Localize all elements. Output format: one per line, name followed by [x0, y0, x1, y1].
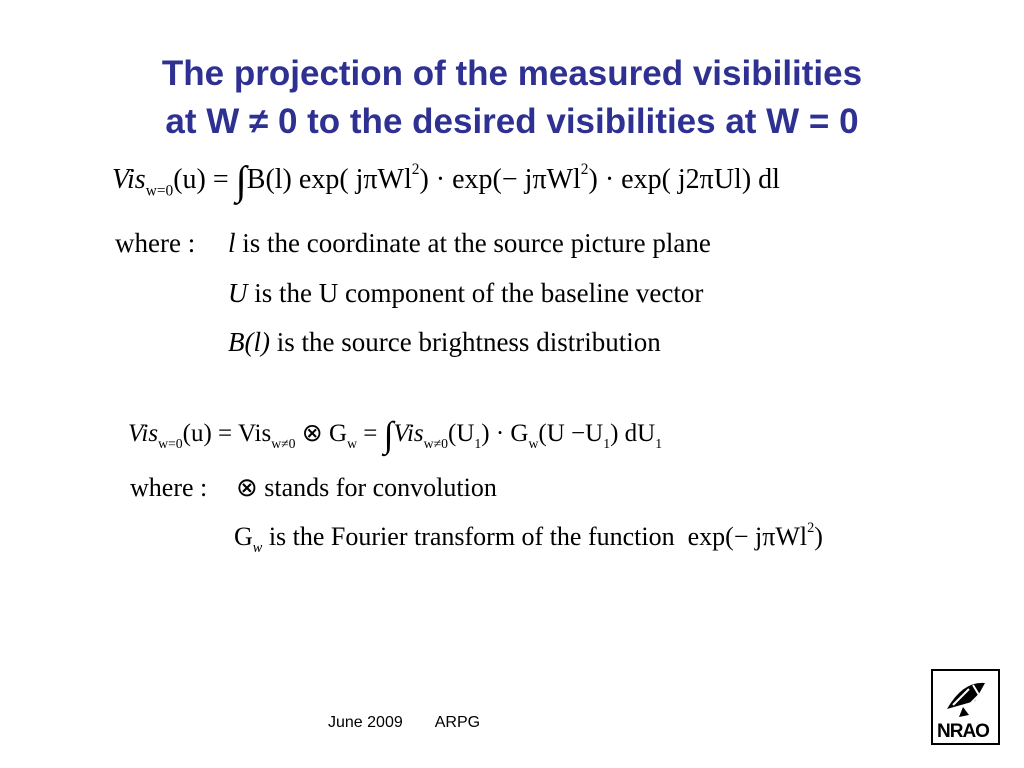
- where2-sym-g-sub: w: [252, 540, 263, 557]
- where1-label: where :: [115, 228, 196, 258]
- where1-line-3: [228, 327, 661, 358]
- eq2-part-7: (U −U: [538, 420, 604, 447]
- eq2-part-2: ⊗ G: [295, 420, 348, 447]
- eq2-sub-2: w: [347, 435, 357, 451]
- eq1-sup-b: 2: [580, 161, 589, 179]
- eq1-integrand-a: B(l) exp( jπWl: [246, 164, 412, 195]
- slide-footer: [328, 714, 480, 732]
- eq1-arg: (u) =: [173, 164, 236, 195]
- svg-text:NRAO: NRAO: [937, 721, 989, 742]
- nrao-logo: [931, 669, 1000, 745]
- where1-sym-l: l: [228, 228, 236, 258]
- eq2-sub-5: w: [528, 435, 539, 451]
- radio-telescope-icon: [933, 671, 998, 743]
- eq2-sub-4: 1: [474, 435, 482, 451]
- eq1-sup-a: 2: [411, 161, 420, 179]
- footer-date: June 2009: [328, 714, 403, 731]
- eq2-part-6: ) · G: [481, 420, 529, 447]
- integral-sign-icon: ∫: [383, 414, 394, 455]
- eq2-part-3: =: [357, 420, 384, 447]
- where2-label: where :: [130, 473, 208, 502]
- where2-text: is the Fourier transform of the function: [268, 522, 675, 551]
- where1-line-2: [228, 278, 703, 309]
- eq2-sub-6: 1: [603, 435, 611, 451]
- where1-sym-b: B(l): [228, 327, 270, 357]
- eq2-lhs-sub: w=0: [158, 435, 183, 451]
- eq2-sub-3: w≠0: [423, 435, 448, 451]
- where2-sym-g: G: [234, 522, 253, 551]
- where2-expr-sup: 2: [807, 520, 815, 537]
- title-line-1: The projection of the measured visibilities: [161, 54, 863, 93]
- eq1-integrand-b: ) · exp(− jπWl: [419, 164, 581, 195]
- where2-expr: exp(− jπWl: [687, 522, 808, 551]
- eq1-lhs-sub: w=0: [145, 182, 174, 200]
- slide-title: [0, 50, 1024, 146]
- where1-text-3: is the source brightness distribution: [276, 327, 661, 357]
- title-line-2: at W ≠ 0 to the desired visibilities at W = 0: [165, 102, 859, 141]
- eq2-part-8: ) dU: [610, 420, 656, 447]
- integral-sign-icon: ∫: [235, 158, 247, 204]
- eq2-part-5: (U: [448, 420, 475, 447]
- visibility-integral-equation: [112, 158, 780, 204]
- eq2-lhs: Vis: [128, 420, 159, 447]
- footer-org: ARPG: [434, 714, 481, 731]
- eq2-sub-1: w≠0: [271, 435, 296, 451]
- where2-line-1: ⊗ stands for convolution: [236, 473, 497, 502]
- where1-text-2: is the U component of the baseline vector: [254, 278, 704, 308]
- eq2-part-4: Vis: [393, 420, 424, 447]
- where1-text-1: is the coordinate at the source picture plane: [242, 228, 711, 258]
- where2-expr-close: ): [814, 522, 823, 551]
- convolution-equation: [128, 414, 663, 455]
- eq1-integrand-c: ) · exp( j2πUl) dl: [588, 164, 780, 195]
- eq2-part-1: (u) = Vis: [182, 420, 272, 447]
- where2-line-2: [234, 520, 823, 557]
- where1-line-1: [228, 228, 711, 259]
- eq2-sub-7: 1: [655, 435, 663, 451]
- where1-sym-u: U: [228, 278, 248, 308]
- eq1-lhs: Vis: [112, 164, 146, 195]
